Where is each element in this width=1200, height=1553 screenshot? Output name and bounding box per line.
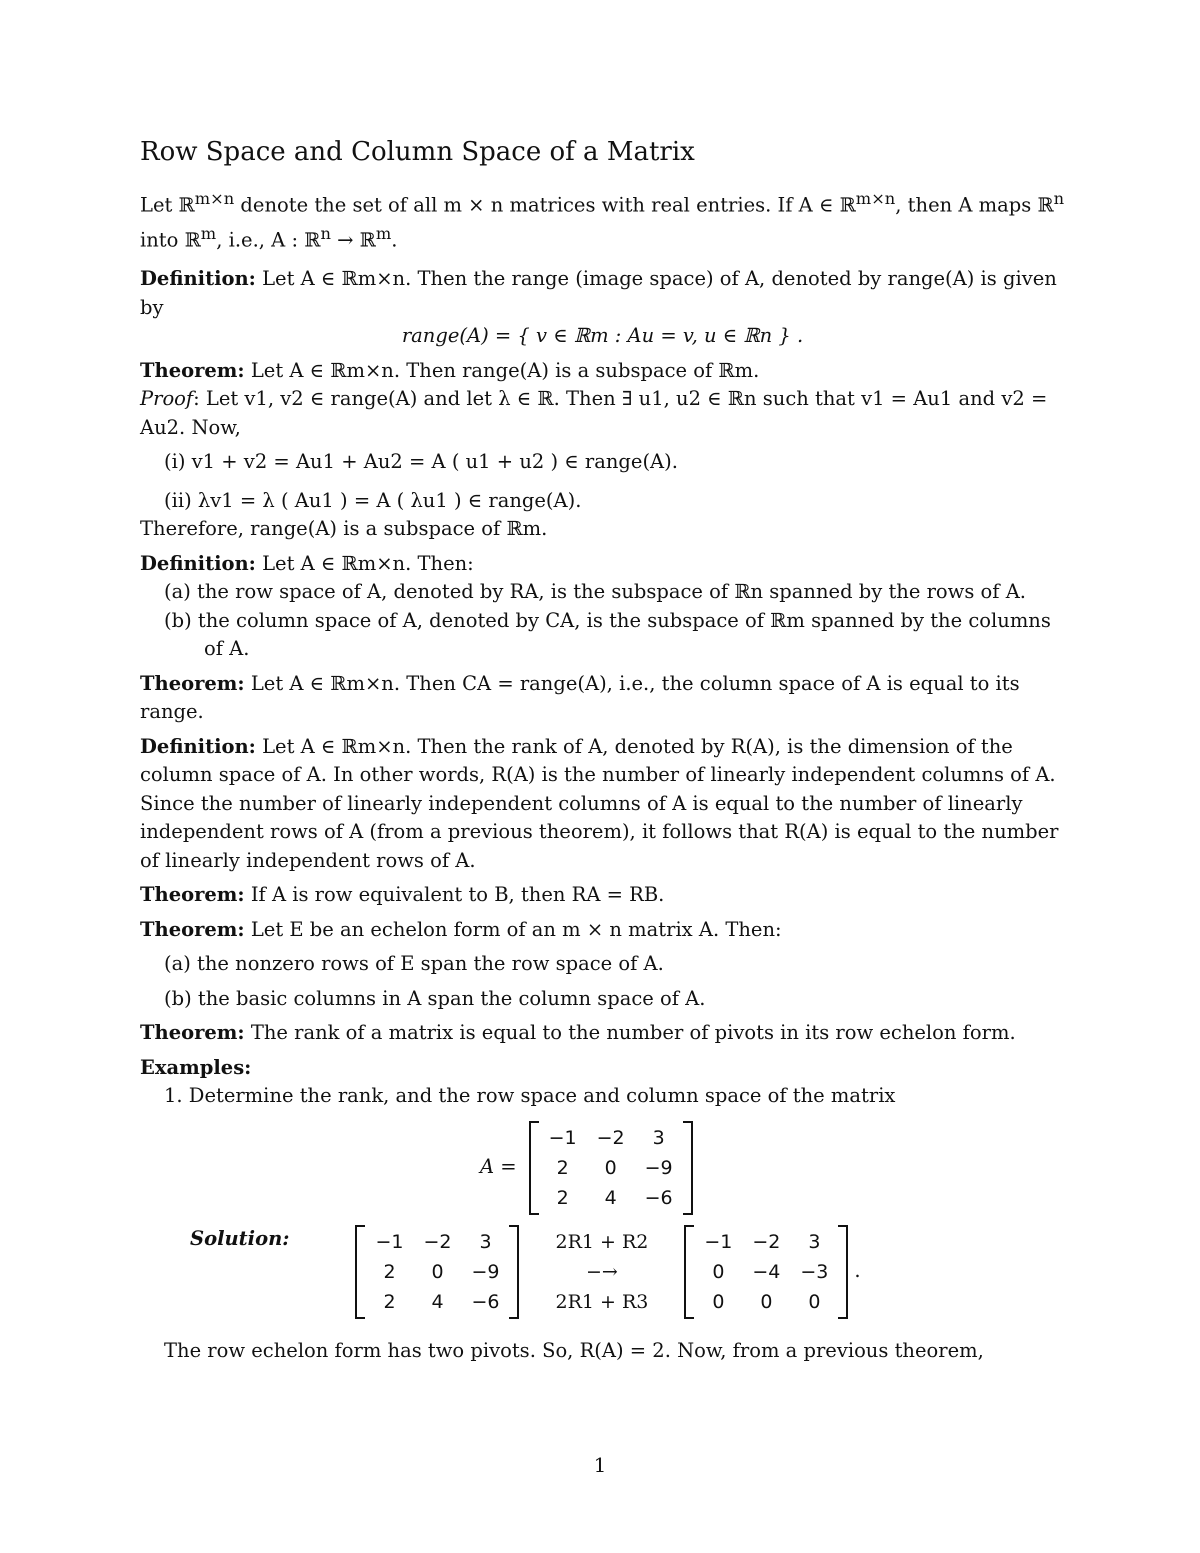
definition-rank: Definition: Let A ∈ ℝm×n. Then the rank of A, denoted by R(A), is the dimension of the column space of A. In other words, R(A) is the number of linearly independent columns of A. Since the number of linearly independent columns of A is equal to the number of linearly independent rows of A (from a previous theorem), it follows that R(A) is equal to the number of linearly independent rows of A. bbox=[140, 734, 1059, 872]
matrix-cell: 2 bbox=[556, 1186, 569, 1209]
matrix-cell: −6 bbox=[644, 1186, 673, 1209]
matrix-cell: −3 bbox=[800, 1260, 829, 1283]
matrix-cell: 0 bbox=[760, 1290, 773, 1313]
period: . bbox=[854, 1259, 861, 1283]
matrix-cell: −9 bbox=[471, 1260, 500, 1283]
proof-line-ii: (ii) λv1 = λ ( Au1 ) = A ( λu1 ) ∈ range(A). bbox=[164, 488, 582, 512]
matrix-cell: 0 bbox=[712, 1290, 725, 1313]
matrix-cell: 2 bbox=[383, 1260, 396, 1283]
range-formula: range(A) = { v ∈ ℝm : Au = v, u ∈ ℝn } . bbox=[401, 324, 804, 347]
theorem-item-b: (b) the basic columns in A span the column space of A. bbox=[164, 986, 706, 1010]
examples-heading: Examples: bbox=[140, 1055, 252, 1079]
matrix-a-copy bbox=[355, 1225, 519, 1319]
matrix-cell: 3 bbox=[652, 1126, 665, 1149]
example-1: 1. Determine the rank, and the row space and column space of the matrix bbox=[164, 1084, 896, 1107]
matrix-cell: 4 bbox=[604, 1186, 617, 1209]
matrix-cell: 0 bbox=[712, 1260, 725, 1283]
matrix-cell: 0 bbox=[431, 1260, 444, 1283]
matrix-cell: 0 bbox=[808, 1290, 821, 1313]
matrix-cell: −1 bbox=[548, 1126, 577, 1149]
proof-conclusion: Therefore, range(A) is a subspace of ℝm. bbox=[140, 517, 548, 540]
matrix-a-label: A = bbox=[480, 1155, 517, 1179]
intro-paragraph: Let ℝ$^{m\times n}$ denote the set of all m × n matrices with real entries. If A ∈ ℝ$^{m\times n}$, then A maps ℝ$^n$ into ℝ$^m$, i.e., A : ℝ$^n$ → ℝ$^m$. bbox=[140, 189, 1065, 252]
arrow-icon: −→ bbox=[586, 1260, 618, 1283]
matrix-echelon bbox=[684, 1225, 848, 1319]
matrix-cell: −6 bbox=[471, 1290, 500, 1313]
closing-line: The row echelon form has two pivots. So, R(A) = 2. Now, from a previous theorem, bbox=[164, 1338, 984, 1362]
page-title: Row Space and Column Space of a Matrix bbox=[140, 137, 695, 167]
matrix-cell: 4 bbox=[431, 1290, 444, 1313]
solution-label: Solution: bbox=[190, 1226, 290, 1250]
theorem-rank-pivots: Theorem: The rank of a matrix is equal to the number of pivots in its row echelon form. bbox=[140, 1021, 1016, 1044]
matrix-cell: 3 bbox=[479, 1230, 492, 1253]
matrix-cell: −4 bbox=[752, 1260, 781, 1283]
theorem-range-subspace: Theorem: Let A ∈ ℝm×n. Then range(A) is a subspace of ℝm. bbox=[140, 358, 760, 382]
proof-paragraph: Proof: Let v1, v2 ∈ range(A) and let λ ∈ ℝ. Then ∃ u1, u2 ∈ ℝn such that v1 = Au1 and v2 = Au2. Now, bbox=[140, 387, 1048, 439]
matrix-cell: 2 bbox=[383, 1290, 396, 1313]
matrix-cell: −1 bbox=[704, 1230, 733, 1253]
theorem-row-equivalent: Theorem: If A is row equivalent to B, then RA = RB. bbox=[140, 883, 665, 906]
matrix-cell: −9 bbox=[644, 1156, 673, 1179]
definition-item-a: (a) the row space of A, denoted by RA, is the subspace of ℝn spanned by the rows of A. bbox=[164, 580, 1026, 603]
definition-row-column-space: Definition: Let A ∈ ℝm×n. Then: bbox=[140, 551, 474, 575]
matrix-cell: −2 bbox=[596, 1126, 625, 1149]
solution-row bbox=[140, 1225, 1065, 1319]
theorem-echelon-form: Theorem: Let E be an echelon form of an m × n matrix A. Then: bbox=[140, 917, 782, 941]
row-operations bbox=[555, 1227, 648, 1317]
row-op-bottom: 2R1 + R3 bbox=[555, 1290, 649, 1313]
matrix-cell: −1 bbox=[375, 1230, 404, 1253]
row-op-top: 2R1 + R2 bbox=[555, 1230, 649, 1253]
matrix-a bbox=[529, 1121, 693, 1215]
matrix-cell: 0 bbox=[604, 1156, 617, 1179]
definition-range: Definition: Let A ∈ ℝm×n. Then the range (image space) of A, denoted by range(A) is given by bbox=[140, 267, 1057, 319]
definition-item-b: (b) the column space of A, denoted by CA, is the subspace of ℝm spanned by the columns of A. bbox=[164, 608, 1051, 660]
matrix-cell: 3 bbox=[808, 1230, 821, 1253]
matrix-a-display bbox=[480, 1121, 1065, 1215]
matrix-cell: 2 bbox=[556, 1156, 569, 1179]
theorem-column-space-range: Theorem: Let A ∈ ℝm×n. Then CA = range(A), i.e., the column space of A is equal to its range. bbox=[140, 671, 1020, 723]
matrix-cell: −2 bbox=[752, 1230, 781, 1253]
theorem-item-a: (a) the nonzero rows of E span the row space of A. bbox=[164, 952, 664, 975]
matrix-cell: −2 bbox=[423, 1230, 452, 1253]
document-page bbox=[140, 135, 1065, 1365]
proof-line-i: (i) v1 + v2 = Au1 + Au2 = A ( u1 + u2 ) ∈ range(A). bbox=[164, 450, 678, 473]
page-number: 1 bbox=[593, 1453, 607, 1477]
